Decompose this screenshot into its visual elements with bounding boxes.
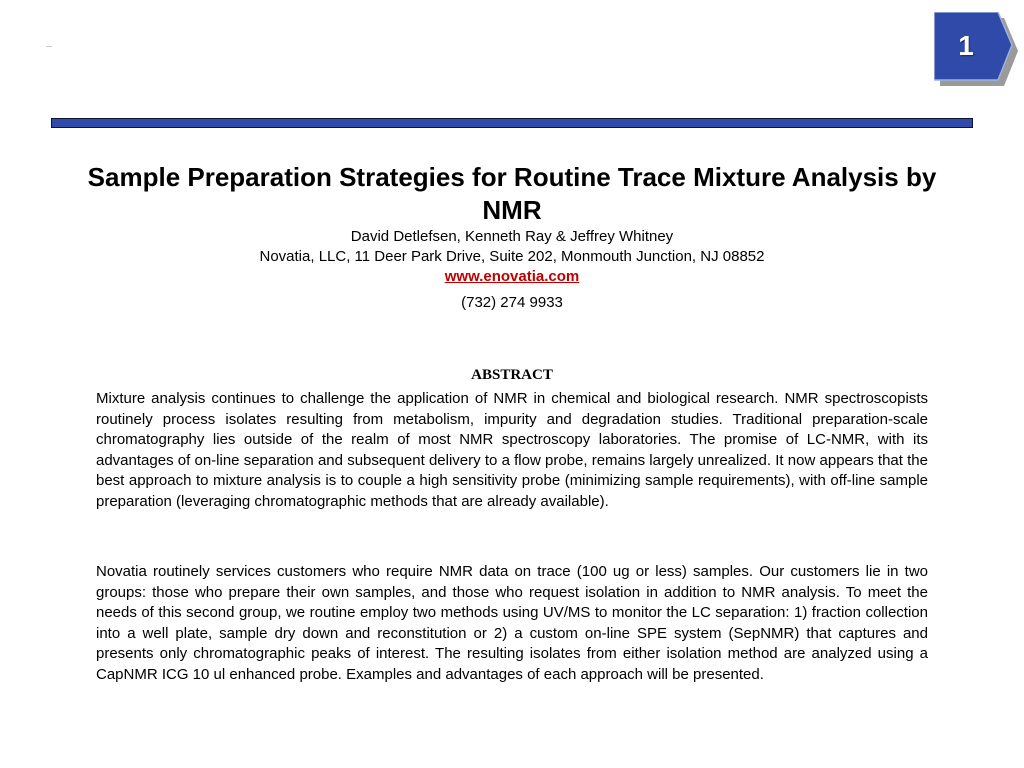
authors: David Detlefsen, Kenneth Ray & Jeffrey Whitney [350,228,674,245]
title-block [70,161,954,313]
page-title: Sample Preparation Strategies for Routine Trace Mixture Analysis by NMR [87,162,937,225]
page-number: 1 [958,30,974,61]
abstract-paragraph-2: Novatia routinely services customers who require NMR data on trace (100 ug or less) samples. Our customers lie in two groups: those who prepare their own samples, and those who request isolation in addition to NMR analysis. To meet the needs of this second group, we routine employ two methods using UV/MS to monitor the LC separation: 1) fraction collection into a well plate, sample dry down and reconstitution or 2) a custom on-line SPE system (SepNMR) that captures and presents only chromatographic peaks of interest. The resulting isolates from either isolation method are analyzed using a CapNMR ICG 10 ul enhanced probe. Examples and advantages of each approach will be presented. [96,563,928,683]
abstract-heading: ABSTRACT [471,367,553,383]
phone-number: (732) 274 9933 [461,294,563,311]
header-rule [51,118,973,128]
abstract-paragraph-1: Mixture analysis continues to challenge the application of NMR in chemical and biological research. NMR spectroscopists routinely process isolates resulting from metabolism, impurity and degradation studies. Traditional preparation-scale chromatography lies outside of the realm of most NMR spectroscopy laboratories. The promise of LC-NMR, with its advantages of on-line separation and subsequent delivery to a flow probe, remains largely unrealized. It now appears that the best approach to mixture analysis is to couple a high sensitivity probe (minimizing sample requirements), with off-line sample preparation (leveraging chromatographic methods that are already available). [96,390,928,510]
affiliation: Novatia, LLC, 11 Deer Park Drive, Suite 202, Monmouth Junction, NJ 08852 [259,248,765,265]
corner-mark [46,46,52,47]
page-number-badge [934,12,1018,92]
website-link[interactable]: www.enovatia.com [444,268,580,285]
